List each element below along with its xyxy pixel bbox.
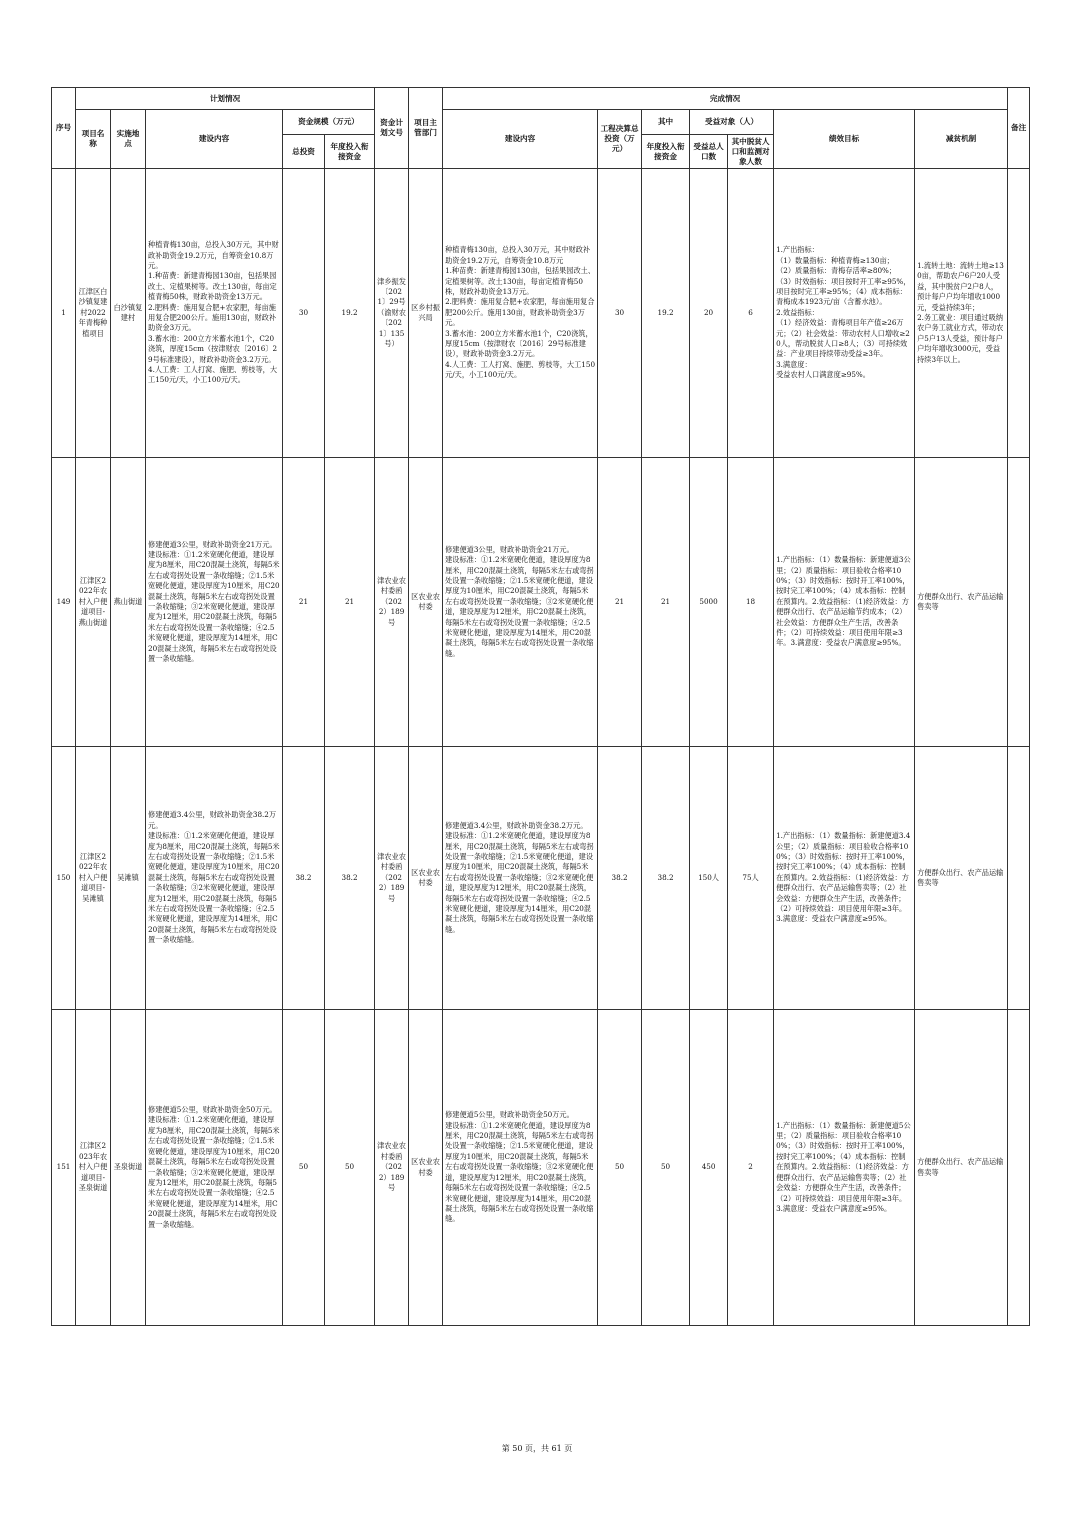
- cell-ben-poor: 2: [728, 1010, 774, 1326]
- table-row: [52, 169, 1030, 458]
- cell-done-content: 修建便道5公里，财政补助资金50万元。 建设标准：①1.2米宽硬化便道，建设厚度为8厘米，用C20混凝土浇筑，每隔5米左右或弯拐处设置一条收缩缝；②1.5米宽硬化便道，建设厚度为10厘米，用C20混凝土浇筑，每隔5米左右或弯拐处设置一条收缩缝；③2米宽硬化便道，建设厚度为12厘米，用C20混凝土浇筑，每隔5米左右或弯拐处设置一条收缩缝；④2.5米宽硬化便道，建设厚度为14厘米，用C20混凝土浇筑，每隔5米左右或弯拐处设置一条收缩缝。: [443, 1010, 598, 1326]
- header-ben-total: 受益总人口数: [690, 135, 728, 169]
- cell-ben-total: 20: [690, 169, 728, 458]
- cell-total: 30: [283, 169, 325, 458]
- cell-annual: 19.2: [325, 169, 375, 458]
- header-location: 实施地点: [111, 110, 146, 169]
- cell-settle: 38.2: [598, 747, 642, 1010]
- header-plan-doc: 资金计划文号: [375, 88, 409, 169]
- header-plan-group: 计划情况: [76, 88, 375, 110]
- cell-annual: 38.2: [325, 747, 375, 1010]
- cell-total: 38.2: [283, 747, 325, 1010]
- cell-name: 江津区2023年农村入户便道项目-圣泉街道: [76, 1010, 111, 1326]
- cell-name: 江津区2022年农村入户便道项目-燕山街道: [76, 458, 111, 747]
- cell-ben-total: 5000: [690, 458, 728, 747]
- cell-done-annual: 50: [642, 1010, 690, 1326]
- cell-mech: 方便群众出行、农产品运输售卖等: [915, 458, 1008, 747]
- header-total-invest: 总投资: [283, 135, 325, 169]
- header-content: 建设内容: [146, 110, 283, 169]
- cell-note: [1008, 169, 1030, 458]
- cell-settle: 21: [598, 458, 642, 747]
- cell-name: 江津区白沙镇复建村2022年青梅种植项目: [76, 169, 111, 458]
- header-perf: 绩效目标: [774, 110, 915, 169]
- cell-location: 圣泉街道: [111, 1010, 146, 1326]
- cell-ben-total: 150人: [690, 747, 728, 1010]
- cell-done-content: 种植青梅130亩，总投入30万元，其中财政补助资金19.2万元，自筹资金10.8万元 1.种苗费：新建青梅园130亩，包括果园改土、定植果树等。改土130亩，每亩定植青梅50株，财政补助资金13万元。 2.肥料费：施用复合肥+农家肥，每亩施用复合肥200公斤。施用130亩，财政补助资金3万元。 3.蓄水池：200立方米蓄水池1个，C20浇筑，厚度15cm（按津财农〔2016〕29号标准建设），财政补助资金3.2万元。 4.人工费：工人打窝、施肥、剪枝等，大工150元/天，小工100元/天。: [443, 169, 598, 458]
- cell-content: 修建便道3.4公里，财政补助资金38.2万元。 建设标准：①1.2米宽硬化便道，建设厚度为8厘米，用C20混凝土浇筑，每隔5米左右或弯拐处设置一条收缩缝；②1.5米宽硬化便道，建设厚度为10厘米，用C20混凝土浇筑，每隔5米左右或弯拐处设置一条收缩缝；③2米宽硬化便道，建设厚度为12厘米，用C20混凝土浇筑，每隔5米左右或弯拐处设置一条收缩缝；④2.5米宽硬化便道，建设厚度为14厘米，用C20混凝土浇筑，每隔5米左右或弯拐处设置一条收缩缝。: [146, 747, 283, 1010]
- cell-annual: 21: [325, 458, 375, 747]
- header-done-content: 建设内容: [443, 110, 598, 169]
- cell-ben-poor: 75人: [728, 747, 774, 1010]
- table-row: [52, 458, 1030, 747]
- cell-done-annual: 19.2: [642, 169, 690, 458]
- cell-content: 修建便道5公里，财政补助资金50万元。 建设标准：①1.2米宽硬化便道，建设厚度为8厘米，用C20混凝土浇筑，每隔5米左右或弯拐处设置一条收缩缝；②1.5米宽硬化便道，建设厚度为10厘米，用C20混凝土浇筑，每隔5米左右或弯拐处设置一条收缩缝；③2米宽硬化便道，建设厚度为12厘米，用C20混凝土浇筑，每隔5米左右或弯拐处设置一条收缩缝；④2.5米宽硬化便道，建设厚度为14厘米，用C20混凝土浇筑，每隔5米左右或弯拐处设置一条收缩缝。: [146, 1010, 283, 1326]
- cell-perf: 1.产出指标： （1）数量指标：种植青梅≥130亩； （2）质量指标：青梅存活率≥80%； （3）时效指标：项目按时开工率≥95%，项目按时完工率≥95%；（4）成本指标：青梅成本1923元/亩（含蓄水池）。 2.效益指标： （1）经济效益：青梅项目年产值≥26万元；（2）社会效益：带动农村人口增收≥20人，帮动脱贫人口≥8人；（3）可持续效益：产业项目持续带动受益≥3年。 3.满意度： 受益农村人口满意度≥95%。: [774, 169, 915, 458]
- cell-note: [1008, 747, 1030, 1010]
- cell-dept: 区乡村振兴局: [409, 169, 443, 458]
- page-footer: 第 50 页，共 61 页: [501, 1444, 573, 1453]
- cell-perf: 1.产出指标：（1）数量指标：新建便道5公里；（2）质量指标：项目验收合格率100%；（3）时效指标：按时开工率100%，按时完工率100%；（4）成本指标：控制在预算内。2.效益指标：（1)经济效益：方便群众出行、农产品运输售卖等；（2）社会效益：方便群众生产生活，改善条件；（2）可持续效益：项目使用年限≥3年。3.满意度：受益农户满意度≥95%。: [774, 1010, 915, 1326]
- cell-seq: 149: [52, 458, 76, 747]
- table-row: [52, 1010, 1030, 1326]
- header-among: 其中: [642, 110, 690, 135]
- cell-perf: 1.产出指标：（1）数量指标：新建便道3公里；（2）质量指标：项目验收合格率100%；（3）时效指标：按时开工率100%，按时完工率100%；（4）成本指标：控制在预算内。2.效益指标：（1)经济效益：方便群众出行、农产品运输节约成本；（2）社会效益：方便群众生产生活，改善条件；（2）可持续效益：项目使用年限≥3年。3.满意度：受益农户满意度≥95%。: [774, 458, 915, 747]
- cell-location: 吴滩镇: [111, 747, 146, 1010]
- cell-note: [1008, 458, 1030, 747]
- table-row: [52, 747, 1030, 1010]
- cell-done-content: 修建便道3.4公里，财政补助资金38.2万元。 建设标准：①1.2米宽硬化便道，建设厚度为8厘米，用C20混凝土浇筑，每隔5米左右或弯拐处设置一条收缩缝；②1.5米宽硬化便道，建设厚度为10厘米，用C20混凝土浇筑，每隔5米左右或弯拐处设置一条收缩缝；③2米宽硬化便道，建设厚度为12厘米，用C20混凝土浇筑，每隔5米左右或弯拐处设置一条收缩缝；④2.5米宽硬化便道，建设厚度为14厘米，用C20混凝土浇筑，每隔5米左右或弯拐处设置一条收缩缝。: [443, 747, 598, 1010]
- header-fund-scale: 资金规模（万元）: [283, 110, 375, 135]
- header-name: 项目名称: [76, 110, 111, 169]
- cell-doc: 津乡振发〔2021〕29号（渝财农〔2021〕135号）: [375, 169, 409, 458]
- header-settle: 工程决算总投资（万元）: [598, 110, 642, 169]
- cell-annual: 50: [325, 1010, 375, 1326]
- cell-seq: 150: [52, 747, 76, 1010]
- cell-location: 白沙镇复建村: [111, 169, 146, 458]
- cell-content: 种植青梅130亩，总投入30万元，其中财政补助资金19.2万元，自筹资金10.8万元。 1.种苗费：新建青梅园130亩，包括果园改土、定植果树等。改土130亩，每亩定植青梅50株，财政补助资金13万元。 2.肥料费：施用复合肥+农家肥，每亩施用复合肥200公斤。施用130亩，财政补助资金3万元。 3.蓄水池：200立方米蓄水池1个，C20浇筑，厚度15cm（按津财农〔2016〕29号标准建设），财政补助资金3.2万元。 4.人工费：工人打窝、施肥、剪枝等，大工150元/天，小工100元/天。: [146, 169, 283, 458]
- header-done-group: 完成情况: [443, 88, 1008, 110]
- cell-ben-total: 450: [690, 1010, 728, 1326]
- cell-dept: 区农业农村委: [409, 1010, 443, 1326]
- header-dept: 项目主管部门: [409, 88, 443, 169]
- cell-doc: 津农业农村委函（2022）189号: [375, 1010, 409, 1326]
- cell-mech: 1.流转土地：流转土地≥130亩，帮助农户6户20人受益，其中脱贫户2户8人，预计每户户均年增收1000元，受益持续3年； 2.务工就业：项目通过吸纳农户务工就业方式，带动农户5户13人受益，预计每户户均年增收3000元，受益持续3年以上。: [915, 169, 1008, 458]
- cell-done-content: 修建便道3公里，财政补助资金21万元。 建设标准：①1.2米宽硬化便道，建设厚度为8厘米，用C20混凝土浇筑，每隔5米左右或弯拐处设置一条收缩缝；②1.5米宽硬化便道，建设厚度为10厘米，用C20混凝土浇筑，每隔5米左右或弯拐处设置一条收缩缝；③2米宽硬化便道，建设厚度为12厘米，用C20混凝土浇筑，每隔5米左右或弯拐处设置一条收缩缝；④2.5米宽硬化便道，建设厚度为14厘米，用C20混凝土浇筑，每隔5米左右或弯拐处设置一条收缩缝。: [443, 458, 598, 747]
- header-seq: 序号: [52, 88, 76, 169]
- cell-dept: 区农业农村委: [409, 747, 443, 1010]
- header-annual-direct: 年度投入衔接资金: [325, 135, 375, 169]
- cell-content: 修建便道3公里，财政补助资金21万元。 建设标准：①1.2米宽硬化便道，建设厚度为8厘米，用C20混凝土浇筑，每隔5米左右或弯拐处设置一条收缩缝；②1.5米宽硬化便道，建设厚度为10厘米，用C20混凝土浇筑，每隔5米左右或弯拐处设置一条收缩缝；③2米宽硬化便道，建设厚度为12厘米，用C20混凝土浇筑，每隔5米左右或弯拐处设置一条收缩缝；④2.5米宽硬化便道，建设厚度为14厘米，用C20混凝土浇筑，每隔5米左右或弯拐处设置一条收缩缝。: [146, 458, 283, 747]
- header-mech: 减贫机制: [915, 110, 1008, 169]
- cell-seq: 1: [52, 169, 76, 458]
- cell-ben-poor: 18: [728, 458, 774, 747]
- cell-settle: 30: [598, 169, 642, 458]
- cell-total: 50: [283, 1010, 325, 1326]
- header-ben-poor: 其中脱贫人口和监测对象人数: [728, 135, 774, 169]
- header-note: 备注: [1008, 88, 1030, 169]
- cell-location: 燕山街道: [111, 458, 146, 747]
- cell-doc: 津农业农村委函（2022）189号: [375, 747, 409, 1010]
- header-beneficiary: 受益对象（人）: [690, 110, 774, 135]
- cell-perf: 1.产出指标：（1）数量指标：新建便道3.4公里；（2）质量指标：项目验收合格率100%；（3）时效指标：按时开工率100%，按时完工率100%；（4）成本指标：控制在预算内。2.效益指标：（1)经济效益：方便群众出行、农产品运输售卖等；（2）社会效益：方便群众生产生活，改善条件；（2）可持续效益：项目使用年限≥3年。3.满意度：受益农户满意度≥95%。: [774, 747, 915, 1010]
- cell-settle: 50: [598, 1010, 642, 1326]
- header-done-annual: 年度投入衔接资金: [642, 135, 690, 169]
- cell-ben-poor: 6: [728, 169, 774, 458]
- cell-doc: 津农业农村委函（2022）189号: [375, 458, 409, 747]
- cell-done-annual: 38.2: [642, 747, 690, 1010]
- cell-mech: 方便群众出行、农产品运输售卖等: [915, 747, 1008, 1010]
- cell-total: 21: [283, 458, 325, 747]
- project-table: [51, 87, 1030, 1326]
- cell-done-annual: 21: [642, 458, 690, 747]
- cell-note: [1008, 1010, 1030, 1326]
- cell-name: 江津区2022年农村入户便道项目-吴滩镇: [76, 747, 111, 1010]
- cell-seq: 151: [52, 1010, 76, 1326]
- cell-mech: 方便群众出行、农产品运输售卖等: [915, 1010, 1008, 1326]
- cell-dept: 区农业农村委: [409, 458, 443, 747]
